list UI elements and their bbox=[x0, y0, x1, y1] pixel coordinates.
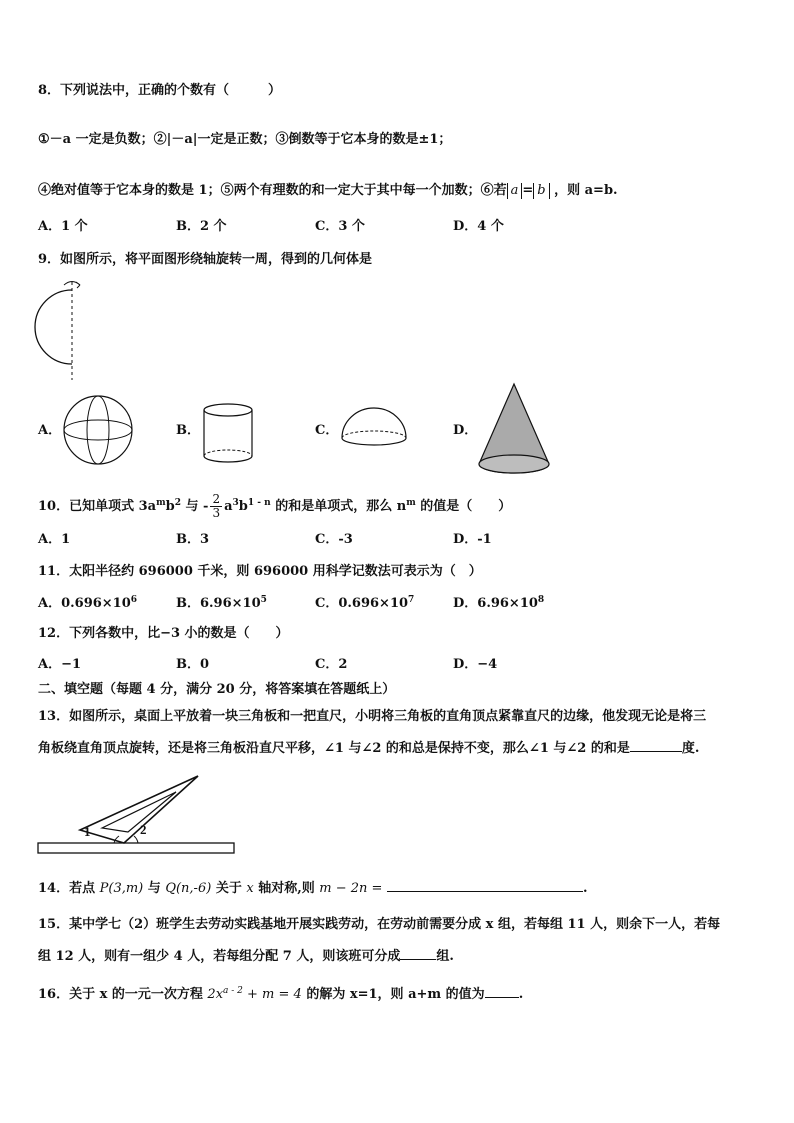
q14-end: . bbox=[582, 881, 588, 896]
q11-option-c[interactable] bbox=[315, 595, 414, 613]
point-p: P(3,m) bbox=[99, 881, 144, 896]
frac-numerator: 2 bbox=[212, 492, 221, 506]
q16-end: . bbox=[518, 987, 524, 1002]
q10-sup-1n: 1 - n bbox=[247, 498, 271, 508]
q8-line1: ①－a 一定是负数；②|－a|一定是正数；③倒数等于它本身的数是±1； bbox=[38, 132, 452, 147]
q14-answer-blank[interactable] bbox=[387, 878, 583, 892]
q8-option-a[interactable]: A．1 个 bbox=[38, 219, 88, 234]
q10-sup-m: m bbox=[156, 498, 166, 508]
q10-text-a: 10．已知单项式 3a bbox=[38, 499, 157, 514]
abs-a: a bbox=[507, 183, 523, 199]
q8-line2-end: ，则 a=b. bbox=[554, 183, 618, 198]
triangle-ruler-figure bbox=[36, 770, 238, 858]
q9-stem: 9．如图所示，将平面图形绕轴旋转一周，得到的几何体是 bbox=[38, 252, 373, 267]
q11-option-a[interactable] bbox=[38, 595, 137, 613]
q10-text-f: 的和是单项式，那么 n bbox=[270, 499, 407, 514]
q16-eq-b: + m = 4 bbox=[242, 987, 302, 1002]
q10-option-c[interactable]: C．-3 bbox=[315, 532, 353, 547]
q12-option-d[interactable]: D．−4 bbox=[453, 657, 498, 672]
ruler-shape bbox=[38, 843, 234, 853]
q10-text-b: b bbox=[165, 499, 175, 514]
q11-c-exp: 7 bbox=[408, 595, 415, 605]
q11-option-b[interactable] bbox=[176, 595, 267, 613]
q13-answer-blank[interactable] bbox=[630, 738, 682, 752]
q15-line1: 15．某中学七（2）班学生去劳动实践基地开展实践劳动，在劳动前需要分成 x 组，若每组 11 人，则余下一人，若每 bbox=[38, 917, 721, 932]
q9-option-d[interactable]: D． bbox=[453, 423, 478, 438]
q10-option-d[interactable]: D．-1 bbox=[453, 532, 492, 547]
q10-option-b[interactable]: B．3 bbox=[176, 532, 210, 547]
q11-stem: 11．太阳半径约 696000 千米，则 696000 用科学记数法可表示为（ ） bbox=[38, 564, 482, 579]
q8-option-b[interactable]: B．2 个 bbox=[176, 219, 227, 234]
q10-sup-2: 2 bbox=[174, 498, 181, 508]
set-square-inner bbox=[102, 792, 176, 832]
q14-text-d: 轴对称,则 bbox=[253, 881, 320, 896]
q10-text-c: 与 - bbox=[180, 499, 209, 514]
sphere-icon bbox=[62, 394, 134, 466]
q11-b-base: B．6.96×10 bbox=[176, 596, 261, 611]
point-q: Q(n,-6) bbox=[165, 881, 212, 896]
q9-option-b[interactable]: B． bbox=[176, 423, 200, 438]
q10-sup-3: 3 bbox=[232, 498, 239, 508]
q15-line2-text: 组 12 人，则有一组少 4 人，若每组分配 7 人，则该班可分成 bbox=[38, 949, 401, 964]
hemisphere-icon bbox=[338, 406, 410, 448]
q14-stem bbox=[38, 878, 588, 898]
q16-text-b: 的解为 x=1，则 a+m 的值为 bbox=[301, 987, 485, 1002]
q12-option-a[interactable]: A．−1 bbox=[38, 657, 82, 672]
q9-option-c[interactable]: C． bbox=[315, 423, 339, 438]
q13-line2-end: 度. bbox=[681, 741, 700, 756]
q11-b-exp: 5 bbox=[260, 595, 267, 605]
q16-text-a: 16．关于 x 的一元一次方程 bbox=[38, 987, 208, 1002]
q13-line1: 13．如图所示，桌面上平放着一块三角板和一把直尺，小明将三角板的直角顶点紧靠直尺的边缘，他发现无论是将三 bbox=[38, 709, 707, 724]
q8-line2-text: ④绝对值等于它本身的数是 1；⑤两个有理数的和一定大于其中每一个加数；⑥若 bbox=[38, 183, 507, 198]
q16-answer-blank[interactable] bbox=[485, 984, 519, 998]
axis-x: x bbox=[246, 881, 254, 896]
q12-option-c[interactable]: C．2 bbox=[315, 657, 348, 672]
q16-eq-a: 2x bbox=[207, 987, 224, 1002]
q11-a-exp: 6 bbox=[130, 595, 138, 605]
q8-option-d[interactable]: D．4 个 bbox=[453, 219, 504, 234]
q11-d-exp: 8 bbox=[537, 595, 545, 605]
angle-1-label: 1 bbox=[84, 824, 91, 839]
section-heading: 二、填空题（每题 4 分，满分 20 分，将答案填在答题纸上） bbox=[38, 682, 396, 697]
q11-option-d[interactable] bbox=[453, 595, 544, 613]
q15-line2 bbox=[38, 946, 454, 966]
q12-option-b[interactable]: B．0 bbox=[176, 657, 210, 672]
q8-line2 bbox=[38, 182, 618, 200]
q10-text-e: b bbox=[238, 499, 248, 514]
q10-text-d: a bbox=[224, 499, 233, 514]
cylinder-icon bbox=[200, 402, 256, 464]
q14-text-b: 与 bbox=[143, 881, 166, 896]
q10-option-a[interactable]: A．1 bbox=[38, 532, 71, 547]
q12-stem: 12．下列各数中，比−3 小的数是（ ） bbox=[38, 626, 289, 641]
angle-2-label: 2 bbox=[140, 822, 147, 837]
q8-option-c[interactable]: C．3 个 bbox=[315, 219, 365, 234]
q11-a-base: A．0.696×10 bbox=[38, 596, 131, 611]
q10-fraction bbox=[210, 493, 222, 520]
q10-sup-m2: m bbox=[406, 498, 416, 508]
semicircle-axis-figure bbox=[30, 276, 100, 386]
eq-sign: = bbox=[522, 183, 534, 198]
cone-icon bbox=[476, 382, 552, 478]
q14-expression: m − 2n = bbox=[319, 881, 383, 896]
semicircle-shape bbox=[35, 290, 72, 364]
q11-d-base: D．6.96×10 bbox=[453, 596, 538, 611]
q16-eq-sup: a - 2 bbox=[223, 986, 243, 996]
q9-option-a[interactable]: A． bbox=[38, 423, 62, 438]
q8-stem: 8．下列说法中，正确的个数有（ ） bbox=[38, 83, 282, 98]
q10-stem bbox=[38, 493, 511, 520]
q10-text-g: 的值是（ ） bbox=[415, 499, 512, 514]
q14-text-a: 14．若点 bbox=[38, 881, 100, 896]
q16-stem bbox=[38, 984, 523, 1004]
abs-b: b bbox=[533, 183, 549, 199]
q14-text-c: 关于 bbox=[211, 881, 247, 896]
q13-line2 bbox=[38, 738, 699, 758]
frac-denominator: 3 bbox=[212, 506, 221, 520]
q13-line2-text: 角板绕直角顶点旋转，还是将三角板沿直尺平移，∠1 与∠2 的和总是保持不变，那么∠1 与∠2 的和是 bbox=[38, 741, 630, 756]
q11-c-base: C．0.696×10 bbox=[315, 596, 409, 611]
q15-answer-blank[interactable] bbox=[400, 946, 436, 960]
q15-line2-end: 组. bbox=[436, 949, 454, 964]
